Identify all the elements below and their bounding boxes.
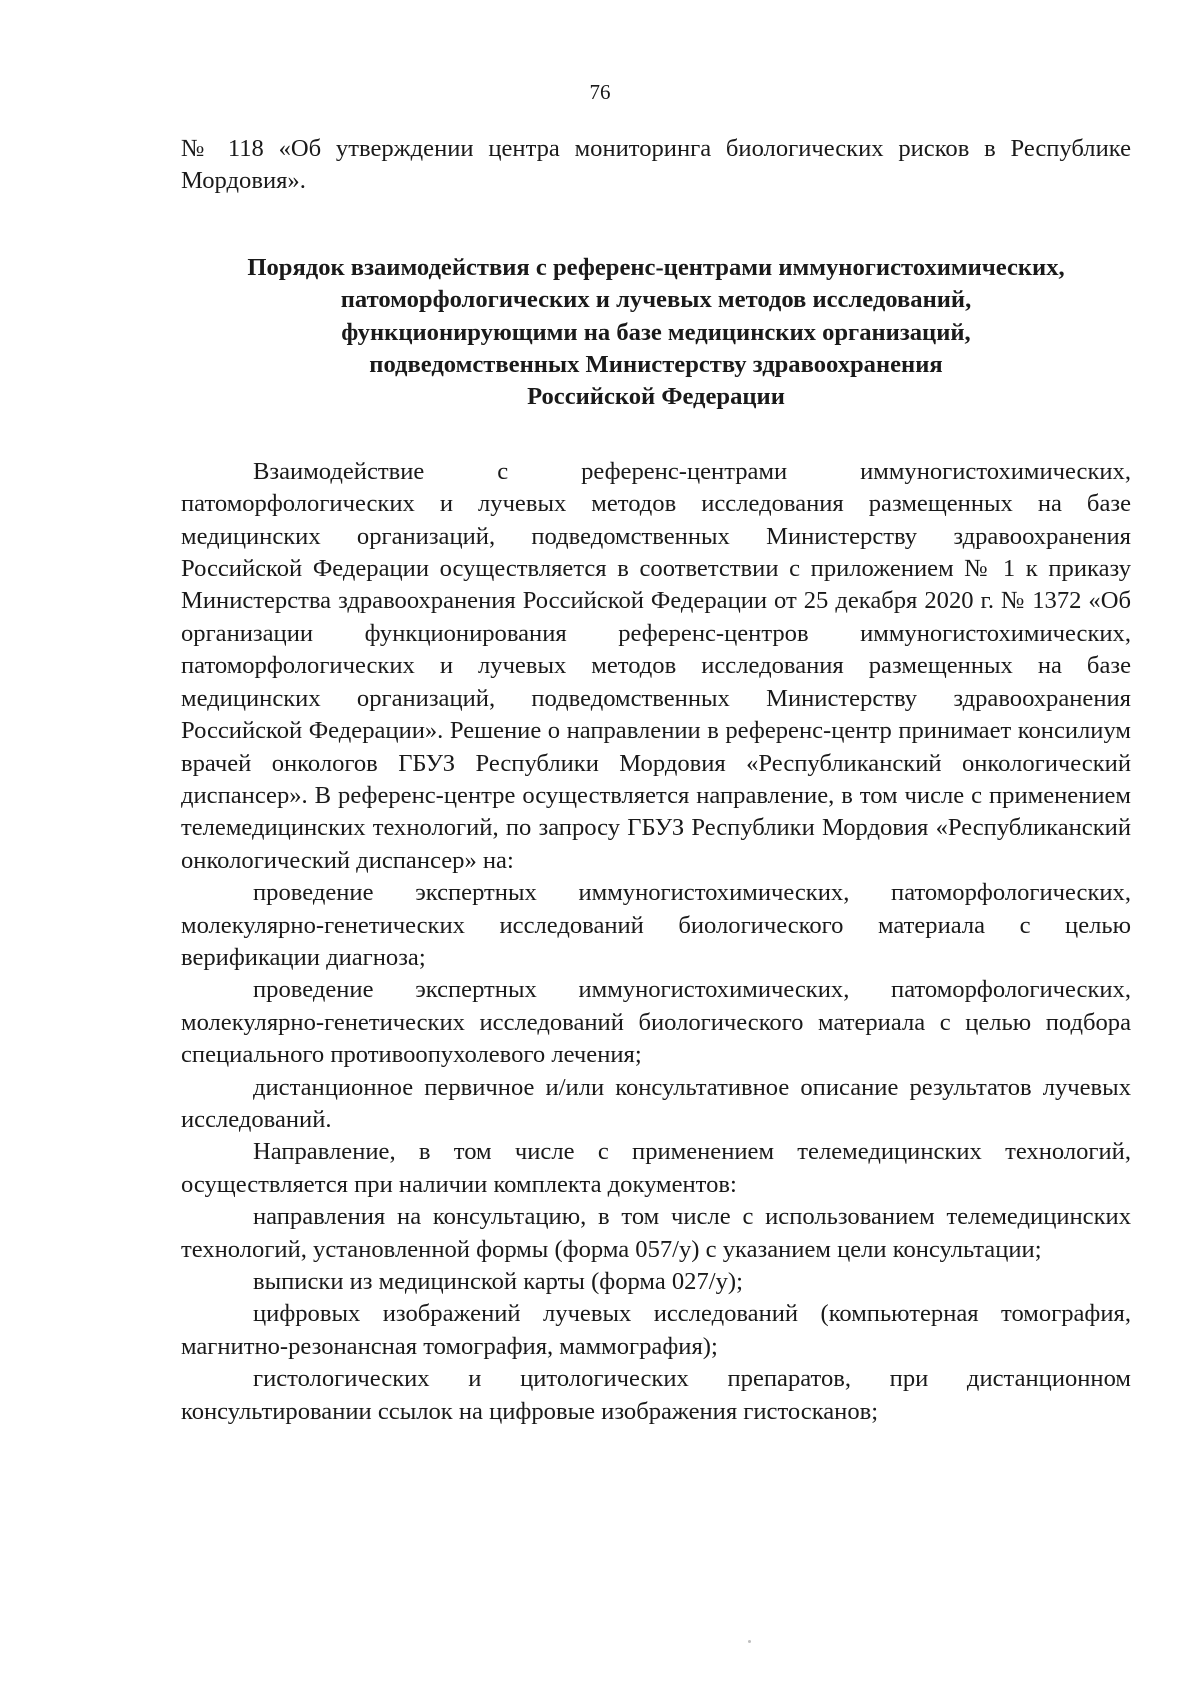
list-item-paragraph: гистологических и цитологических препаратов, при дистанционном консультировании ссылок на цифровые изображения гистосканов; xyxy=(181,1365,1131,1425)
heading-line: патоморфологических и лучевых методов исследований, xyxy=(340,286,972,314)
list-item-paragraph: направления на консультацию, в том числе с использованием телемедицинских технологий, установленной формы (форма 057/у) с указанием цели консультации; xyxy=(181,1203,1131,1263)
list-item-paragraph: цифровых изображений лучевых исследований (компьютерная томография, магнитно-резонансная томография, маммография); xyxy=(181,1300,1131,1360)
intro-paragraph: № 118 «Об утверждении центра мониторинга биологических рисков в Республике Мордовия». xyxy=(181,135,1131,195)
heading-line: функционирующими на базе медицинских организаций, xyxy=(341,318,971,346)
list-item-paragraph: дистанционное первичное и/или консультативное описание результатов лучевых исследований. xyxy=(181,1073,1131,1133)
scan-speck xyxy=(748,1640,751,1643)
body-paragraph: Взаимодействие с референс-центрами иммуногистохимических, патоморфологических и лучевых методов исследования размещенных на базе медицинских организаций, подведомственных Министерству здравоохранения Российской Федерации осуществляется в соответствии с приложением № 1 к приказу Министерства здравоохранения Российской Федерации от 25 декабря 2020 г. № 1372 «Об организации функционирования референс-центров иммуногистохимических, патоморфологических и лучевых методов исследования размещенных на базе медицинских организаций, подведомственных Министерству здравоохранения Российской Федерации». Решение о направлении в референс-центр принимает консилиум врачей онкологов ГБУЗ Республики Мордовия «Республиканский онкологический диспансер». В референс-центре осуществляется направление, в том числе с применением телемедицинских технологий, по запросу ГБУЗ Республики Мордовия «Республиканский онкологический диспансер» на: xyxy=(181,457,1131,874)
body-paragraph: Направление, в том числе с применением телемедицинских технологий, осуществляется при наличии комплекта документов: xyxy=(181,1138,1131,1198)
list-item-paragraph: проведение экспертных иммуногистохимических, патоморфологических, молекулярно-генетических исследований биологического материала с целью подбора специального противоопухолевого лечения; xyxy=(181,976,1131,1069)
page-number: 76 xyxy=(589,80,611,104)
heading-line: подведомственных Министерству здравоохранения xyxy=(369,351,943,379)
list-item-paragraph: проведение экспертных иммуногистохимических, патоморфологических, молекулярно-генетических исследований биологического материала с целью верификации диагноза; xyxy=(181,879,1131,971)
section-heading xyxy=(181,252,1131,414)
document-body xyxy=(181,133,1131,1428)
list-item-paragraph: выписки из медицинской карты (форма 027/у); xyxy=(253,1268,743,1295)
heading-line: Российской Федерации xyxy=(527,383,785,411)
heading-line: Порядок взаимодействия с референс-центрами иммуногистохимических, xyxy=(247,253,1065,281)
